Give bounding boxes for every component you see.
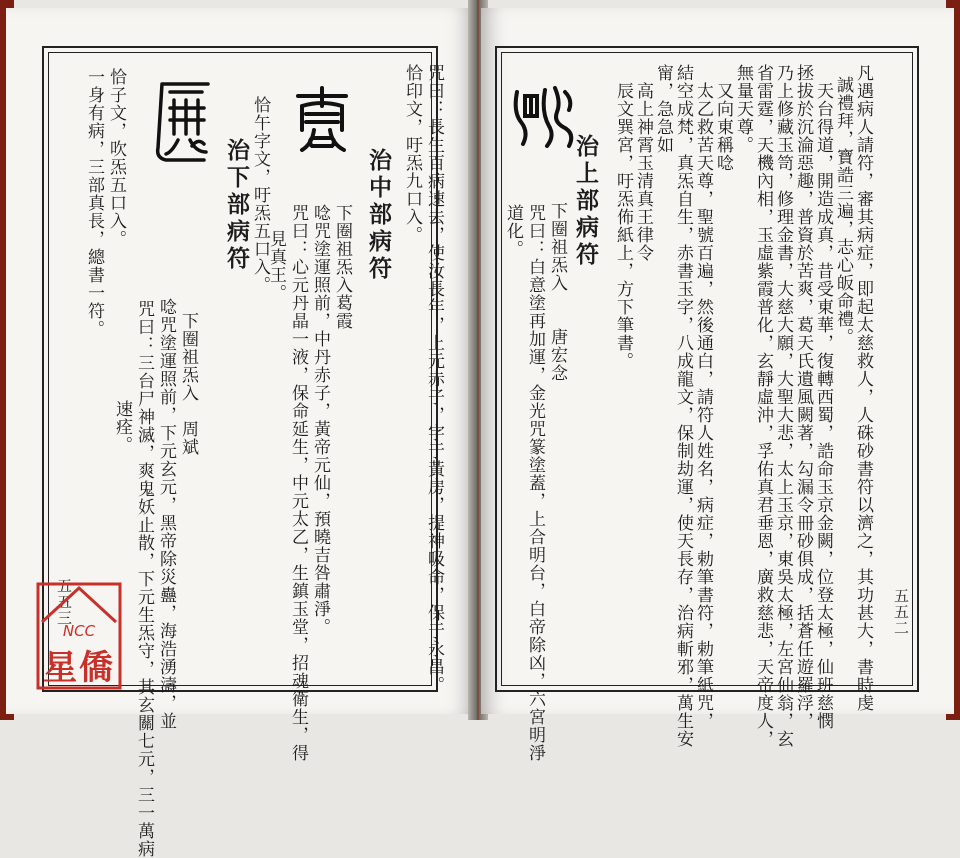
text-column: 下圈祖炁入 唐宏念 (547, 202, 567, 382)
text-column: 唸咒塗運照前，中丹赤子，黃帝元仙，預曉吉咎肅淨。 (310, 204, 330, 636)
stamp-text: 星僑 (43, 648, 115, 688)
text-column: 拯拔於沉淪惡趣，普資於苦爽，葛天氏遺風闕著，勾漏令冊砂俱成，括蒼任遊羅浮， (793, 64, 813, 730)
text-column: 凡遇病人請符，審其病症，即起太慈救人，人硃砂書符以濟之，其功甚大，書時虔 (853, 64, 873, 712)
text-column: 下圈祖炁入葛霞 (332, 204, 352, 330)
talisman-seal-middle (292, 86, 352, 156)
talisman-seal-upper (511, 82, 581, 152)
text-column: 咒曰：三台尸神滅，爽鬼妖止散，下元生炁守，其玄關七元，三一萬病 (134, 300, 154, 858)
right-page (481, 8, 954, 762)
text-column: 下圈祖炁入 周斌 (178, 312, 198, 456)
text-column: 太乙救苦天尊，聖號百遍，然後通白，請符人姓名，病症，勅筆書符，勅筆紙咒， (693, 82, 713, 730)
talisman-seal-lower (152, 78, 216, 164)
text-column: 道化。 (503, 204, 523, 258)
text-column: 結空成梵，真炁自生，赤書玉字，八成龍文，保制劫運，使天長存，治病斬邪，萬生安 (673, 64, 693, 748)
text-column: 甯，急急如 (653, 64, 673, 154)
text-column: 咒曰：白意塗再加運，金光咒篆塗蓋，上合明台，白帝除凶，六宮明淨 (525, 204, 545, 762)
ncc-watermark-stamp (36, 582, 122, 690)
section-title: 治下部病符 (223, 138, 249, 273)
text-column: 恰印文，吁炁九口入。 (402, 64, 422, 244)
text-column: 一身有病，三部真長，總書一符。 (84, 68, 104, 338)
text-column: 高上神霄玉清真王律令 (633, 82, 653, 262)
text-column: 咒曰：心元丹晶一液，保命延生，中元太乙，生鎮玉堂，招魂衛生，得 (288, 204, 308, 762)
text-column: 誠禮拜，寶誥三遍，志心皈命禮。 (833, 76, 853, 346)
text-column: 天台得道，開造成真，昔受東華，復轉西蜀，誥命玉京金闕，位登太極，仙班慈憫 (813, 82, 833, 730)
text-column: 咒曰：長生百病速去，使汝長年，上元赤子，字于黃房，提神吸命，保于永昌。 (424, 64, 444, 694)
text-column: 又向東稱唸 (713, 82, 733, 172)
stamp-text: NCC (62, 622, 96, 640)
text-column: 恰子文，吹炁五口入。 (106, 68, 126, 248)
text-column: 乃上修藏玉笥，修理金書，大慈大願，大聖大悲，太上玉京，東吳太極，左宮仙翁，玄 (773, 64, 793, 748)
text-column: 速痊。 (112, 400, 132, 454)
section-title: 治上部病符 (572, 134, 598, 269)
section-title: 治中部病符 (365, 148, 391, 283)
page-number: 五五三 (55, 578, 73, 626)
text-column: 省雷霆，天機內相，玉虛紫霞普化，玄靜虛沖，孚佑真君垂恩，廣救慈悲，天帝度人， (753, 64, 773, 748)
page-number: 五五二 (892, 588, 910, 636)
text-column: 無量天尊。 (733, 64, 753, 154)
text-column: 辰文巽宮，吁炁佈紙上，方下筆書。 (613, 82, 633, 370)
text-column: 唸咒塗運照前，下元玄元，黑帝除災蠱，海浩湧濤，並 (156, 298, 176, 730)
text-column: 恰午字文，吁炁五口入。 (250, 96, 270, 294)
text-column: 見真王。 (266, 230, 286, 302)
